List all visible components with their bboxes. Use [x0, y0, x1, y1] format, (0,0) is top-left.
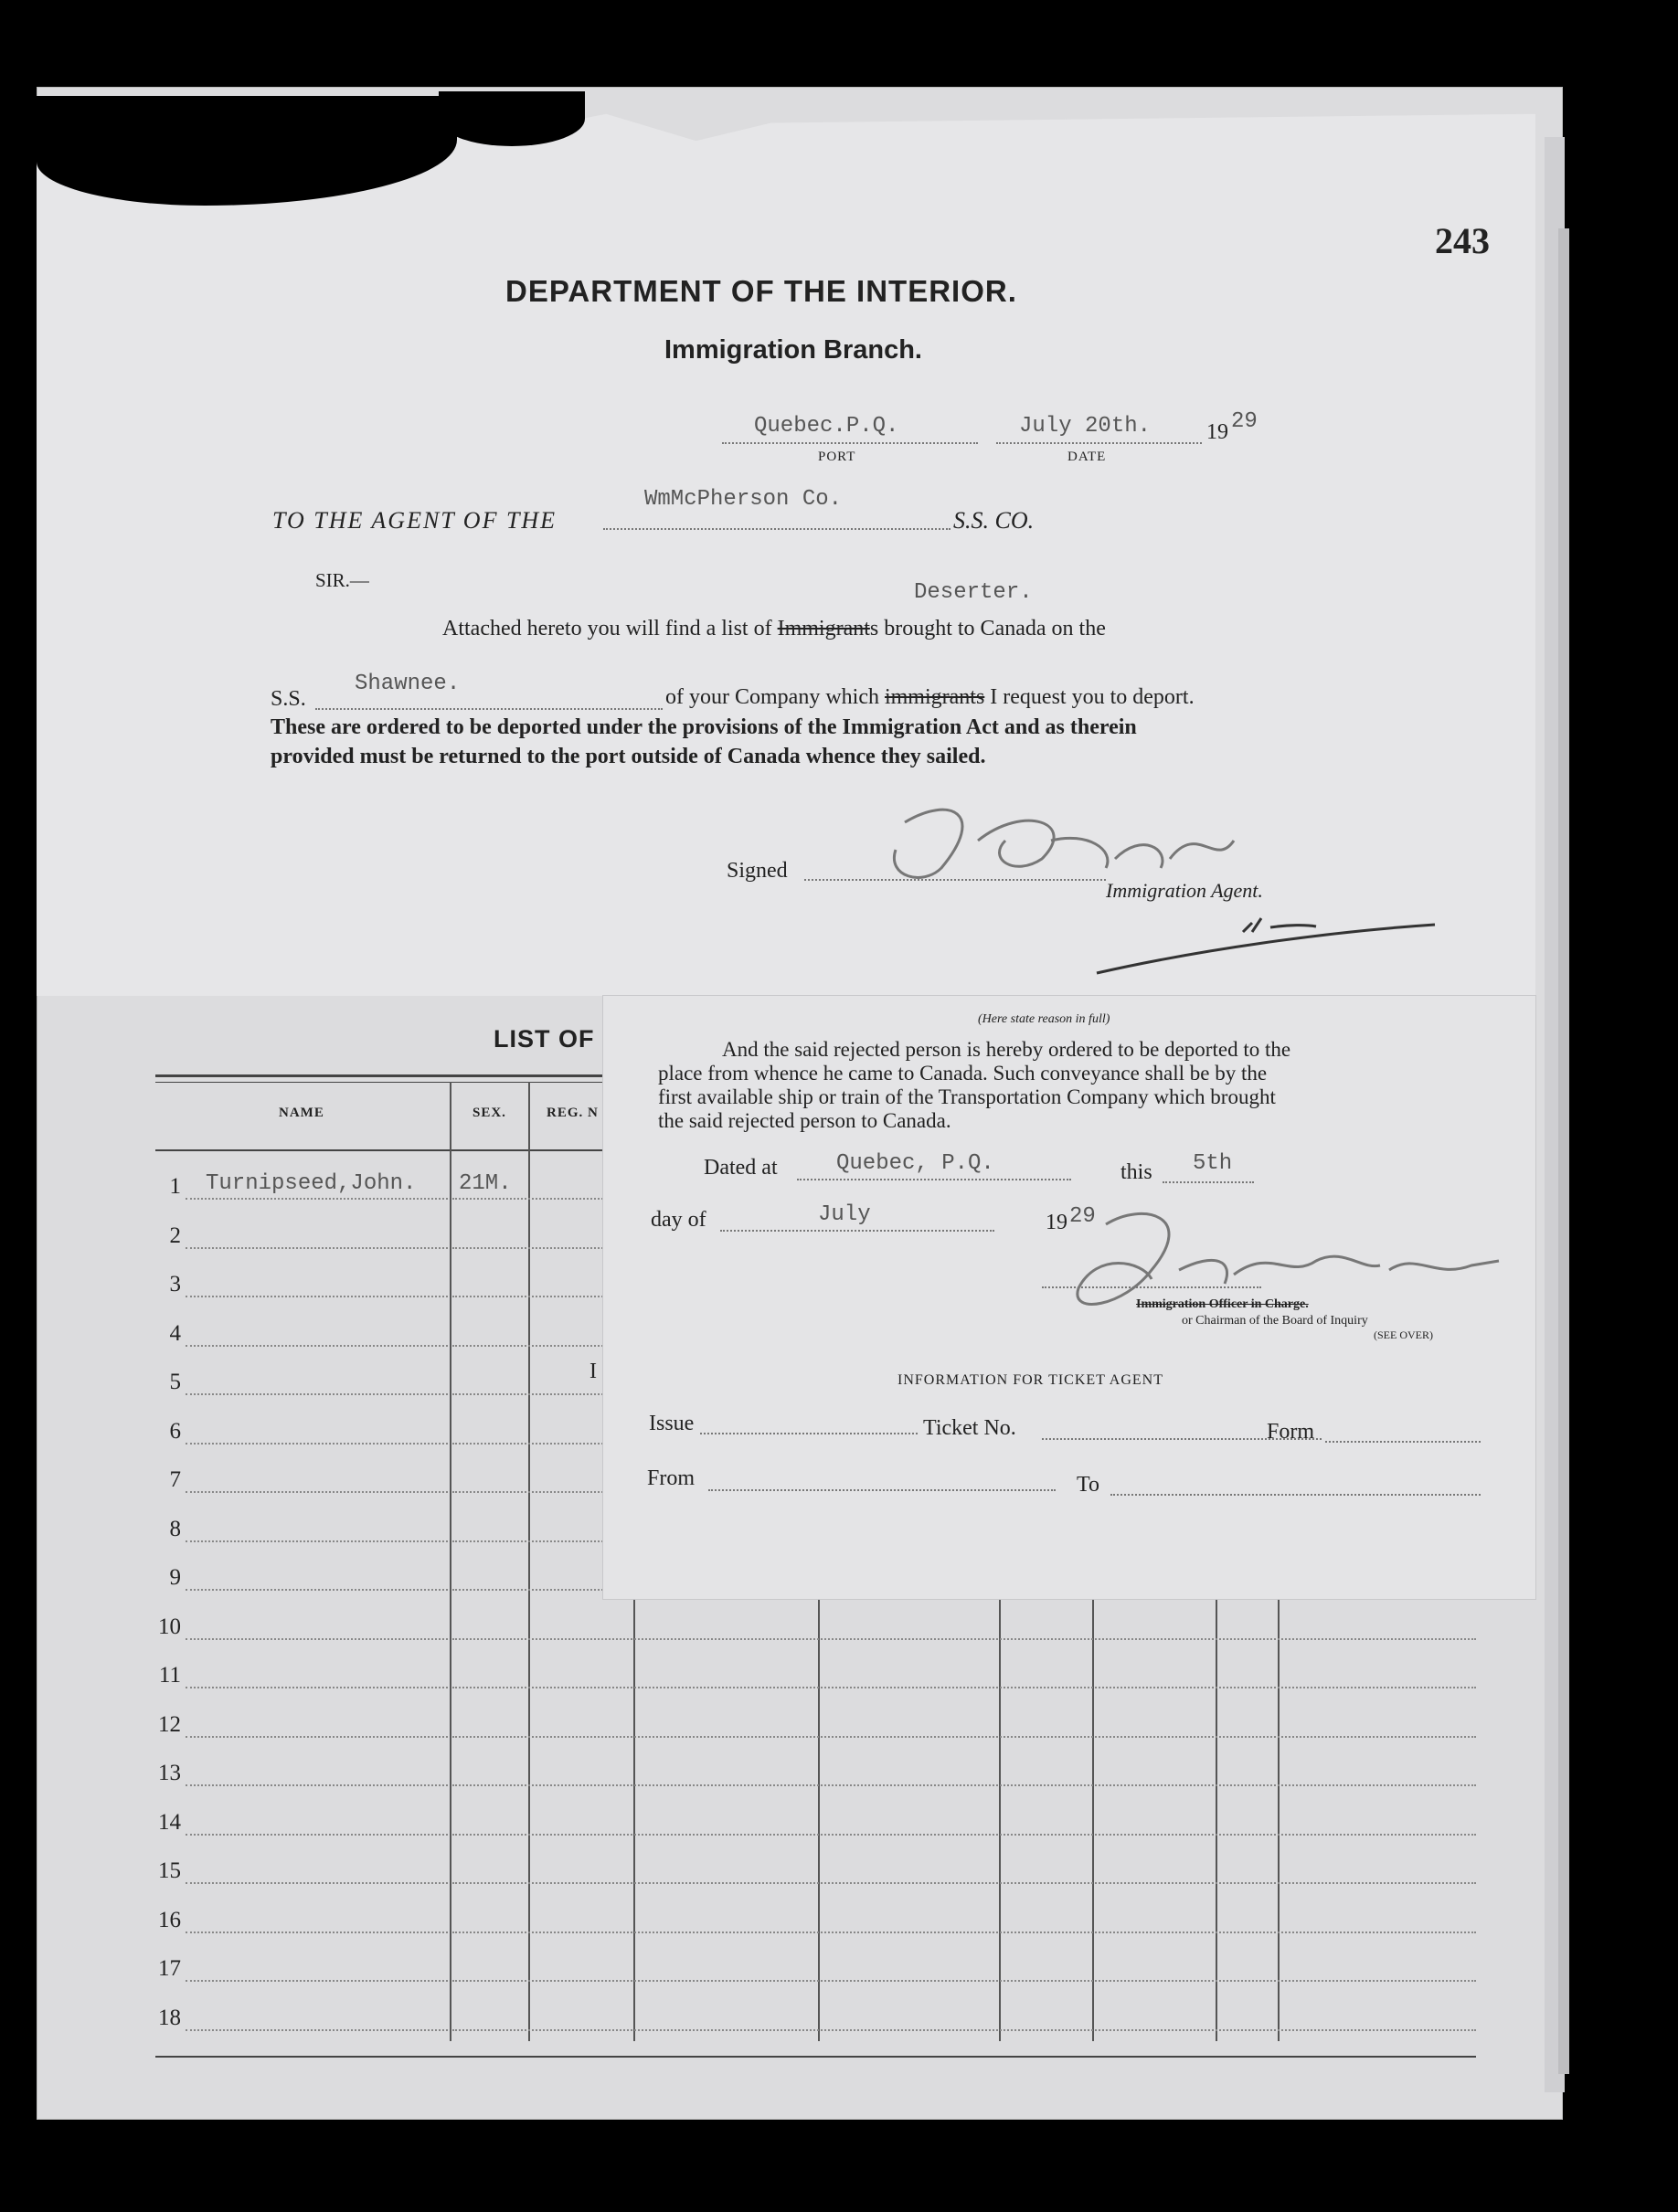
column-header-name: NAME	[279, 1106, 324, 1120]
column-divider	[1216, 1590, 1217, 2041]
order-line-4: the said rejected person to Canada.	[658, 1109, 951, 1132]
order-line-1: And the said rejected person is hereby ordered to be deported to the	[722, 1038, 1291, 1061]
row-dotted-line	[452, 1882, 1476, 1884]
row-dotted-line	[186, 1491, 448, 1493]
this-value: 5th	[1193, 1151, 1233, 1176]
officer-label: Immigration Officer in Charge.	[1136, 1297, 1309, 1311]
date-label: DATE	[1067, 450, 1107, 464]
date-line	[996, 442, 1202, 444]
row-dotted-line	[452, 1638, 1476, 1640]
to-label: To	[1077, 1473, 1099, 1497]
company-text	[665, 685, 1195, 710]
row-number: 5	[169, 1370, 181, 1394]
column-divider	[999, 1590, 1001, 2041]
issue-line	[700, 1433, 918, 1434]
port-value: Quebec.P.Q.	[754, 414, 899, 439]
day-of-value: July	[818, 1202, 871, 1227]
form-label: Form	[1267, 1420, 1315, 1444]
stray-mark: I	[589, 1360, 597, 1383]
row-number: 14	[158, 1809, 181, 1835]
entry-name: Turnipseed,John.	[206, 1171, 417, 1196]
signed-label: Signed	[727, 859, 788, 883]
page-number: 243	[1435, 220, 1490, 261]
column-divider	[1092, 1590, 1094, 2041]
ticket-heading: INFORMATION FOR TICKET AGENT	[897, 1372, 1163, 1388]
row-dotted-line	[186, 1784, 448, 1786]
salutation: SIR.—	[315, 569, 369, 591]
row-number: 1	[169, 1174, 181, 1199]
row-dotted-line	[186, 1932, 448, 1933]
entry-sex: 21M.	[459, 1171, 512, 1196]
dated-at-line	[797, 1179, 1071, 1180]
row-dotted-line	[452, 1834, 1476, 1836]
row-dotted-line	[186, 1736, 448, 1738]
row-number: 10	[158, 1614, 181, 1639]
row-number: 13	[158, 1761, 181, 1785]
port-label: PORT	[818, 450, 856, 464]
row-number: 4	[169, 1320, 181, 1346]
chairman-label: or Chairman of the Board of Inquiry	[1182, 1314, 1368, 1328]
agent-initials	[1088, 905, 1453, 978]
to-line	[1110, 1494, 1481, 1496]
list-heading: LIST OF	[494, 1025, 595, 1053]
year-prefix: 19	[1206, 420, 1228, 444]
row-dotted-line	[186, 1296, 448, 1297]
row-dotted-line	[186, 2029, 448, 2031]
row-number: 3	[169, 1272, 181, 1297]
table-bottom-rule	[155, 2056, 1476, 2058]
deserter-value: Deserter.	[914, 580, 1033, 605]
row-dotted-line	[452, 1784, 1476, 1786]
row-dotted-line	[452, 2029, 1476, 2031]
row-number: 11	[158, 1663, 181, 1688]
branch-title: Immigration Branch.	[664, 335, 922, 365]
row-dotted-line	[186, 1198, 448, 1200]
row-dotted-line	[186, 1882, 448, 1884]
company-text-2: I request you to deport.	[990, 685, 1195, 709]
see-over-note: (SEE OVER)	[1374, 1328, 1433, 1341]
company-value: WmMcPherson Co.	[644, 487, 843, 512]
officer-signature-line	[1042, 1286, 1261, 1288]
attached-text	[442, 617, 1106, 641]
from-line	[708, 1489, 1056, 1491]
row-dotted-line	[186, 1443, 448, 1445]
this-line	[1163, 1181, 1254, 1183]
row-number: 2	[169, 1222, 181, 1248]
row-dotted-line	[186, 1589, 448, 1591]
year-value: 29	[1069, 1204, 1096, 1229]
row-dotted-line	[452, 1980, 1476, 1982]
row-dotted-line	[452, 1736, 1476, 1738]
to-agent-label: TO THE AGENT OF THE	[272, 507, 558, 534]
this-label: this	[1120, 1160, 1152, 1184]
column-divider	[450, 1082, 451, 2041]
ship-line	[315, 708, 663, 710]
column-header-sex: SEX.	[473, 1106, 506, 1120]
order-line-3: first available ship or train of the Transportation Company which brought	[658, 1085, 1276, 1108]
immigration-agent-label: Immigration Agent.	[1106, 879, 1263, 902]
department-title: DEPARTMENT OF THE INTERIOR.	[505, 274, 1017, 308]
year-label: 19	[1046, 1211, 1067, 1234]
sheet-edge	[1558, 228, 1569, 2074]
row-number: 7	[169, 1467, 181, 1492]
row-number: 18	[158, 2005, 181, 2030]
ss-label: S.S.	[271, 687, 306, 711]
row-number: 16	[158, 1907, 181, 1932]
dated-at-label: Dated at	[704, 1156, 778, 1180]
dated-at-value: Quebec, P.Q.	[836, 1151, 994, 1176]
row-dotted-line	[186, 1687, 448, 1688]
row-dotted-line	[186, 1834, 448, 1836]
date-value: July 20th.	[1019, 414, 1152, 439]
company-line	[603, 528, 951, 530]
provision-line-1: These are ordered to be deported under the provisions of the Immigration Act and as therein	[271, 715, 1137, 739]
column-divider	[1278, 1590, 1280, 2041]
day-of-line	[720, 1230, 994, 1232]
row-dotted-line	[452, 1687, 1476, 1688]
attached-text-2: s brought to Canada on the	[869, 617, 1106, 640]
reason-note: (Here state reason in full)	[978, 1012, 1110, 1026]
year-suffix: 29	[1231, 409, 1258, 434]
provision-line-2: provided must be returned to the port outside of Canada whence they sailed.	[271, 745, 986, 768]
torn-corner	[439, 91, 585, 146]
day-of-label: day of	[651, 1208, 706, 1232]
column-divider	[818, 1590, 820, 2041]
row-dotted-line	[186, 1980, 448, 1982]
from-label: From	[647, 1466, 696, 1490]
port-line	[722, 442, 978, 444]
column-divider	[528, 1082, 530, 2041]
row-number: 8	[169, 1516, 181, 1541]
row-dotted-line	[186, 1540, 448, 1542]
rejection-slip	[603, 996, 1535, 1599]
form-line	[1325, 1441, 1481, 1443]
row-number: 9	[169, 1565, 181, 1590]
row-number: 6	[169, 1418, 181, 1444]
row-number: 15	[158, 1858, 181, 1883]
issue-label: Issue	[649, 1412, 695, 1435]
attached-text-1: Attached hereto you will find a list of	[442, 617, 772, 640]
ticket-no-label: Ticket No.	[923, 1416, 1016, 1440]
struck-word: Immigrant	[777, 617, 870, 640]
row-number: 17	[158, 1956, 181, 1981]
row-dotted-line	[452, 1932, 1476, 1933]
row-dotted-line	[186, 1393, 448, 1395]
row-dotted-line	[186, 1247, 448, 1249]
row-dotted-line	[186, 1638, 448, 1640]
ss-co-label: S.S. CO.	[953, 507, 1035, 534]
column-header-reg: REG. N	[547, 1106, 599, 1120]
row-dotted-line	[186, 1345, 448, 1347]
company-text-1: of your Company which	[665, 685, 879, 709]
row-number: 12	[158, 1711, 181, 1737]
ship-value: Shawnee.	[355, 672, 461, 696]
struck-word-2: immigrants	[884, 685, 985, 709]
order-line-2: place from whence he came to Canada. Such conveyance shall be by the	[658, 1062, 1268, 1085]
